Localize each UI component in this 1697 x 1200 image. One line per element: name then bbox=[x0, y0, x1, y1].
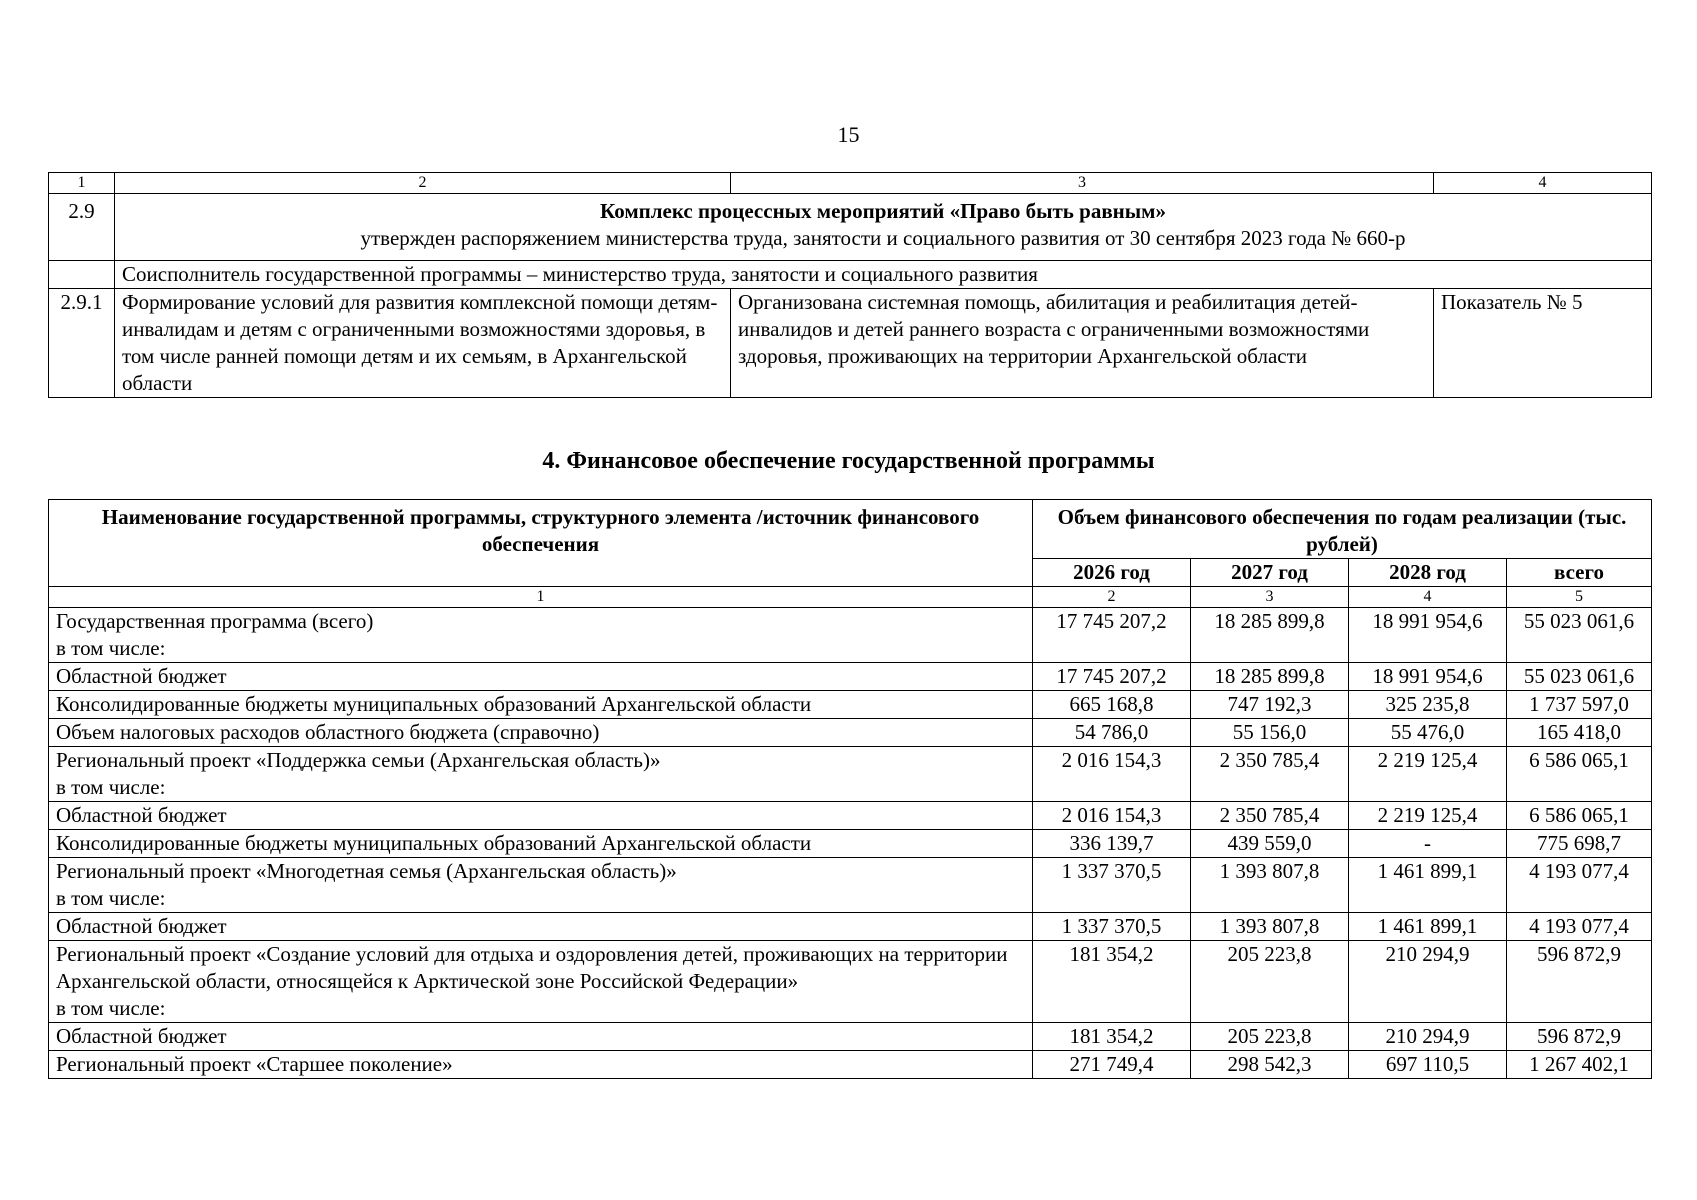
row-name: Консолидированные бюджеты муниципальных образований Архангельской области bbox=[49, 691, 1033, 719]
row-name: Государственная программа (всего) в том числе: bbox=[49, 608, 1033, 663]
row-value: 325 235,8 bbox=[1349, 691, 1507, 719]
row-value: 181 354,2 bbox=[1033, 1023, 1191, 1051]
row-total: 55 023 061,6 bbox=[1507, 608, 1652, 663]
header-year-total: всего bbox=[1507, 559, 1652, 587]
row-name: Региональный проект «Старшее поколение» bbox=[49, 1051, 1033, 1079]
row-number: 2.9.1 bbox=[49, 289, 115, 398]
row-name: Региональный проект «Многодетная семья (Архангельская область)» в том числе: bbox=[49, 858, 1033, 913]
column-number: 1 bbox=[49, 173, 115, 194]
row-value: 747 192,3 bbox=[1191, 691, 1349, 719]
co-executor-row bbox=[49, 261, 1652, 289]
row-value: 1 337 370,5 bbox=[1033, 913, 1191, 941]
section-title: Комплекс процессных мероприятий «Право быть равным» bbox=[600, 199, 1166, 223]
table-row bbox=[49, 830, 1652, 858]
row-value: 210 294,9 bbox=[1349, 941, 1507, 1023]
table-row bbox=[49, 663, 1652, 691]
column-number: 3 bbox=[731, 173, 1434, 194]
section-header-cell bbox=[115, 194, 1652, 261]
row-value: 665 168,8 bbox=[1033, 691, 1191, 719]
table-row bbox=[49, 289, 1652, 398]
column-number: 2 bbox=[115, 173, 731, 194]
row-value: 271 749,4 bbox=[1033, 1051, 1191, 1079]
column-number: 1 bbox=[49, 587, 1033, 608]
row-name: Объем налоговых расходов областного бюджета (справочно) bbox=[49, 719, 1033, 747]
row-total: 1 737 597,0 bbox=[1507, 691, 1652, 719]
row-value: 1 461 899,1 bbox=[1349, 913, 1507, 941]
table-row bbox=[49, 1051, 1652, 1079]
row-value: 181 354,2 bbox=[1033, 941, 1191, 1023]
row-value: 2 350 785,4 bbox=[1191, 747, 1349, 802]
finance-body bbox=[49, 608, 1652, 1079]
row-value: 1 461 899,1 bbox=[1349, 858, 1507, 913]
row-value: 17 745 207,2 bbox=[1033, 608, 1191, 663]
row-task: Формирование условий для развития комплексной помощи детям-инвалидам и детям с ограниченными возможностями здоровья, в том числе ранней помощи детям и их семьям, в Архангельской области bbox=[115, 289, 731, 398]
row-value: 210 294,9 bbox=[1349, 1023, 1507, 1051]
column-number: 3 bbox=[1191, 587, 1349, 608]
row-value: 1 337 370,5 bbox=[1033, 858, 1191, 913]
section-subtitle: утвержден распоряжением министерства труда, занятости и социального развития от 30 сентября 2023 года № 660-р bbox=[360, 226, 1406, 250]
row-value: 205 223,8 bbox=[1191, 1023, 1349, 1051]
table-row bbox=[49, 802, 1652, 830]
events-column-numbers-row bbox=[49, 173, 1652, 194]
row-name: Консолидированные бюджеты муниципальных образований Архангельской области bbox=[49, 830, 1033, 858]
row-indicator: Показатель № 5 bbox=[1434, 289, 1652, 398]
row-value: 2 016 154,3 bbox=[1033, 747, 1191, 802]
row-name: Региональный проект «Поддержка семьи (Архангельская область)» в том числе: bbox=[49, 747, 1033, 802]
row-value: 2 350 785,4 bbox=[1191, 802, 1349, 830]
row-total: 1 267 402,1 bbox=[1507, 1051, 1652, 1079]
column-number: 5 bbox=[1507, 587, 1652, 608]
table-row bbox=[49, 941, 1652, 1023]
table-row bbox=[49, 913, 1652, 941]
table-row bbox=[49, 858, 1652, 913]
row-value: 54 786,0 bbox=[1033, 719, 1191, 747]
row-value: 439 559,0 bbox=[1191, 830, 1349, 858]
row-total: 55 023 061,6 bbox=[1507, 663, 1652, 691]
section-number: 2.9 bbox=[49, 194, 115, 261]
row-total: 775 698,7 bbox=[1507, 830, 1652, 858]
table-row bbox=[49, 1023, 1652, 1051]
row-value: 2 219 125,4 bbox=[1349, 802, 1507, 830]
co-executor: Соисполнитель государственной программы – министерство труда, занятости и социального развития bbox=[115, 261, 1652, 289]
row-value: 697 110,5 bbox=[1349, 1051, 1507, 1079]
row-value: 336 139,7 bbox=[1033, 830, 1191, 858]
row-name: Областной бюджет bbox=[49, 913, 1033, 941]
row-name: Областной бюджет bbox=[49, 802, 1033, 830]
table-row bbox=[49, 747, 1652, 802]
row-total: 596 872,9 bbox=[1507, 1023, 1652, 1051]
finance-column-numbers-row bbox=[49, 587, 1652, 608]
row-value: 18 991 954,6 bbox=[1349, 663, 1507, 691]
row-value: 2 219 125,4 bbox=[1349, 747, 1507, 802]
row-value: 298 542,3 bbox=[1191, 1051, 1349, 1079]
row-name: Региональный проект «Создание условий для отдыха и оздоровления детей, проживающих на территории Архангельской области, относящейся к Арктической зоне Российской Федерации» в том числе: bbox=[49, 941, 1033, 1023]
row-total: 596 872,9 bbox=[1507, 941, 1652, 1023]
row-total: 4 193 077,4 bbox=[1507, 913, 1652, 941]
page-number: 15 bbox=[837, 122, 860, 147]
section-row bbox=[49, 194, 1652, 261]
row-value: 1 393 807,8 bbox=[1191, 858, 1349, 913]
finance-table bbox=[48, 499, 1652, 1079]
row-value: 18 285 899,8 bbox=[1191, 608, 1349, 663]
row-total: 165 418,0 bbox=[1507, 719, 1652, 747]
row-value: 2 016 154,3 bbox=[1033, 802, 1191, 830]
row-value: 205 223,8 bbox=[1191, 941, 1349, 1023]
header-volume: Объем финансового обеспечения по годам реализации (тыс. рублей) bbox=[1033, 500, 1652, 559]
events-table bbox=[48, 172, 1652, 398]
header-year: 2028 год bbox=[1349, 559, 1507, 587]
row-value: 18 991 954,6 bbox=[1349, 608, 1507, 663]
row-value: - bbox=[1349, 830, 1507, 858]
row-result: Организована системная помощь, абилитация и реабилитация детей-инвалидов и детей раннего возраста с ограниченными возможностями здоровья, проживающих на территории Архангельской области bbox=[731, 289, 1434, 398]
row-total: 6 586 065,1 bbox=[1507, 802, 1652, 830]
row-value: 17 745 207,2 bbox=[1033, 663, 1191, 691]
row-name: Областной бюджет bbox=[49, 1023, 1033, 1051]
row-value: 18 285 899,8 bbox=[1191, 663, 1349, 691]
table-row bbox=[49, 691, 1652, 719]
header-year: 2026 год bbox=[1033, 559, 1191, 587]
empty-cell bbox=[49, 261, 115, 289]
column-number: 2 bbox=[1033, 587, 1191, 608]
header-year: 2027 год bbox=[1191, 559, 1349, 587]
header-name: Наименование государственной программы, структурного элемента /источник финансового обеспечения bbox=[49, 500, 1033, 587]
table-row bbox=[49, 608, 1652, 663]
table-row bbox=[49, 719, 1652, 747]
column-number: 4 bbox=[1349, 587, 1507, 608]
column-number: 4 bbox=[1434, 173, 1652, 194]
row-value: 55 476,0 bbox=[1349, 719, 1507, 747]
row-value: 1 393 807,8 bbox=[1191, 913, 1349, 941]
row-value: 55 156,0 bbox=[1191, 719, 1349, 747]
row-name: Областной бюджет bbox=[49, 663, 1033, 691]
finance-header-row bbox=[49, 500, 1652, 559]
section-heading: 4. Финансовое обеспечение государственной программы bbox=[542, 448, 1155, 474]
row-total: 6 586 065,1 bbox=[1507, 747, 1652, 802]
row-total: 4 193 077,4 bbox=[1507, 858, 1652, 913]
